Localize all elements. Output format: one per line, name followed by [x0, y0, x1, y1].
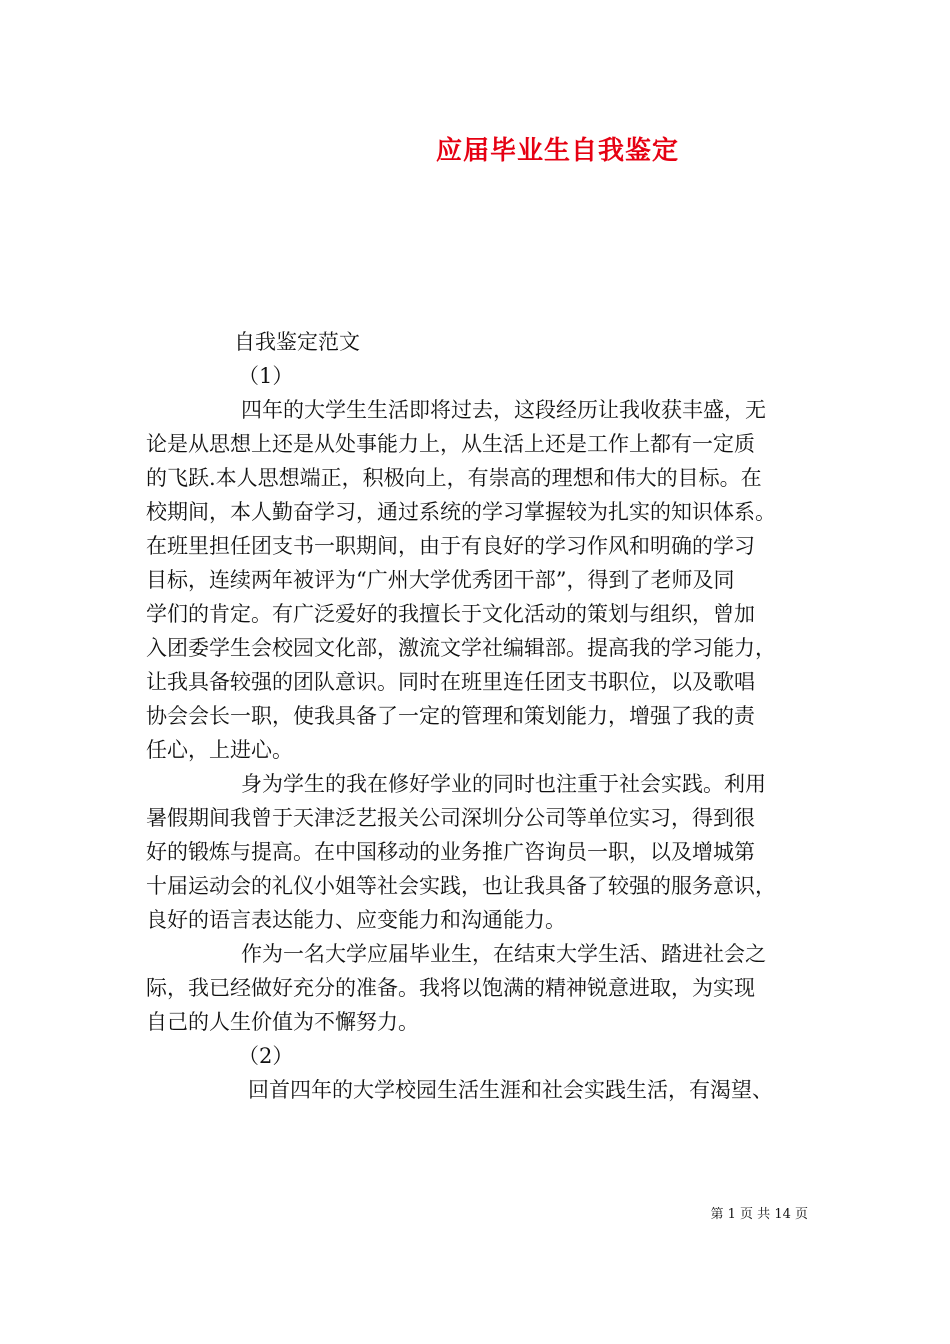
text-line: 好的锻炼与提高。在中国移动的业务推广咨询员一职，以及增城第 [146, 840, 755, 864]
text-line: 十届运动会的礼仪小姐等社会实践，也让我具备了较强的服务意识， [146, 874, 776, 898]
text-line: 良好的语言表达能力、应变能力和沟通能力。 [146, 908, 566, 932]
text-line: 的飞跃.本人思想端正，积极向上，有崇高的理想和伟大的目标。在 [146, 466, 762, 490]
paragraph-4 [146, 1073, 822, 1107]
text-line: 学们的肯定。有广泛爱好的我擅长于文化活动的策划与组织，曾加 [146, 602, 755, 626]
text-line: 任心，上进心。 [146, 738, 293, 762]
section-label-2: （2） [238, 1044, 294, 1068]
document-title: 应届毕业生自我鉴定 [435, 136, 679, 166]
text-line: 让我具备较强的团队意识。同时在班里连任团支书职位，以及歌唱 [146, 670, 755, 694]
text-line: 作为一名大学应届毕业生，在结束大学生活、踏进社会之 [241, 942, 766, 966]
paragraph-1 [146, 393, 822, 767]
document-body [146, 325, 822, 1107]
text-line: 校期间，本人勤奋学习，通过系统的学习掌握较为扎实的知识体系。 [146, 500, 776, 524]
text-line: 论是从思想上还是从处事能力上，从生活上还是工作上都有一定质 [146, 432, 755, 456]
text-line: 目标，连续两年被评为“广州大学优秀团干部”，得到了老师及同 [146, 568, 735, 592]
section-label-1: （1） [238, 364, 294, 388]
text-line: 四年的大学生生活即将过去，这段经历让我收获丰盛，无 [241, 398, 766, 422]
text-line: 在班里担任团支书一职期间，由于有良好的学习作风和明确的学习 [146, 534, 755, 558]
page-footer: 第 1 页 共 14 页 [710, 1207, 808, 1222]
text-line: 际，我已经做好充分的准备。我将以饱满的精神锐意进取，为实现 [146, 976, 755, 1000]
text-line: 暑假期间我曾于天津泛艺报关公司深圳分公司等单位实习，得到很 [146, 806, 755, 830]
paragraph-2 [146, 767, 822, 937]
text-line: 协会会长一职，使我具备了一定的管理和策划能力，增强了我的责 [146, 704, 755, 728]
paragraph-3 [146, 937, 822, 1039]
text-line: 身为学生的我在修好学业的同时也注重于社会实践。利用 [241, 772, 766, 796]
text-line: 自己的人生价值为不懈努力。 [146, 1010, 419, 1034]
text-line: 入团委学生会校园文化部，激流文学社编辑部。提高我的学习能力， [146, 636, 776, 660]
section-heading: 自我鉴定范文 [234, 330, 360, 354]
text-line: 回首四年的大学校园生活生涯和社会实践生活，有渴望、 [248, 1078, 773, 1102]
